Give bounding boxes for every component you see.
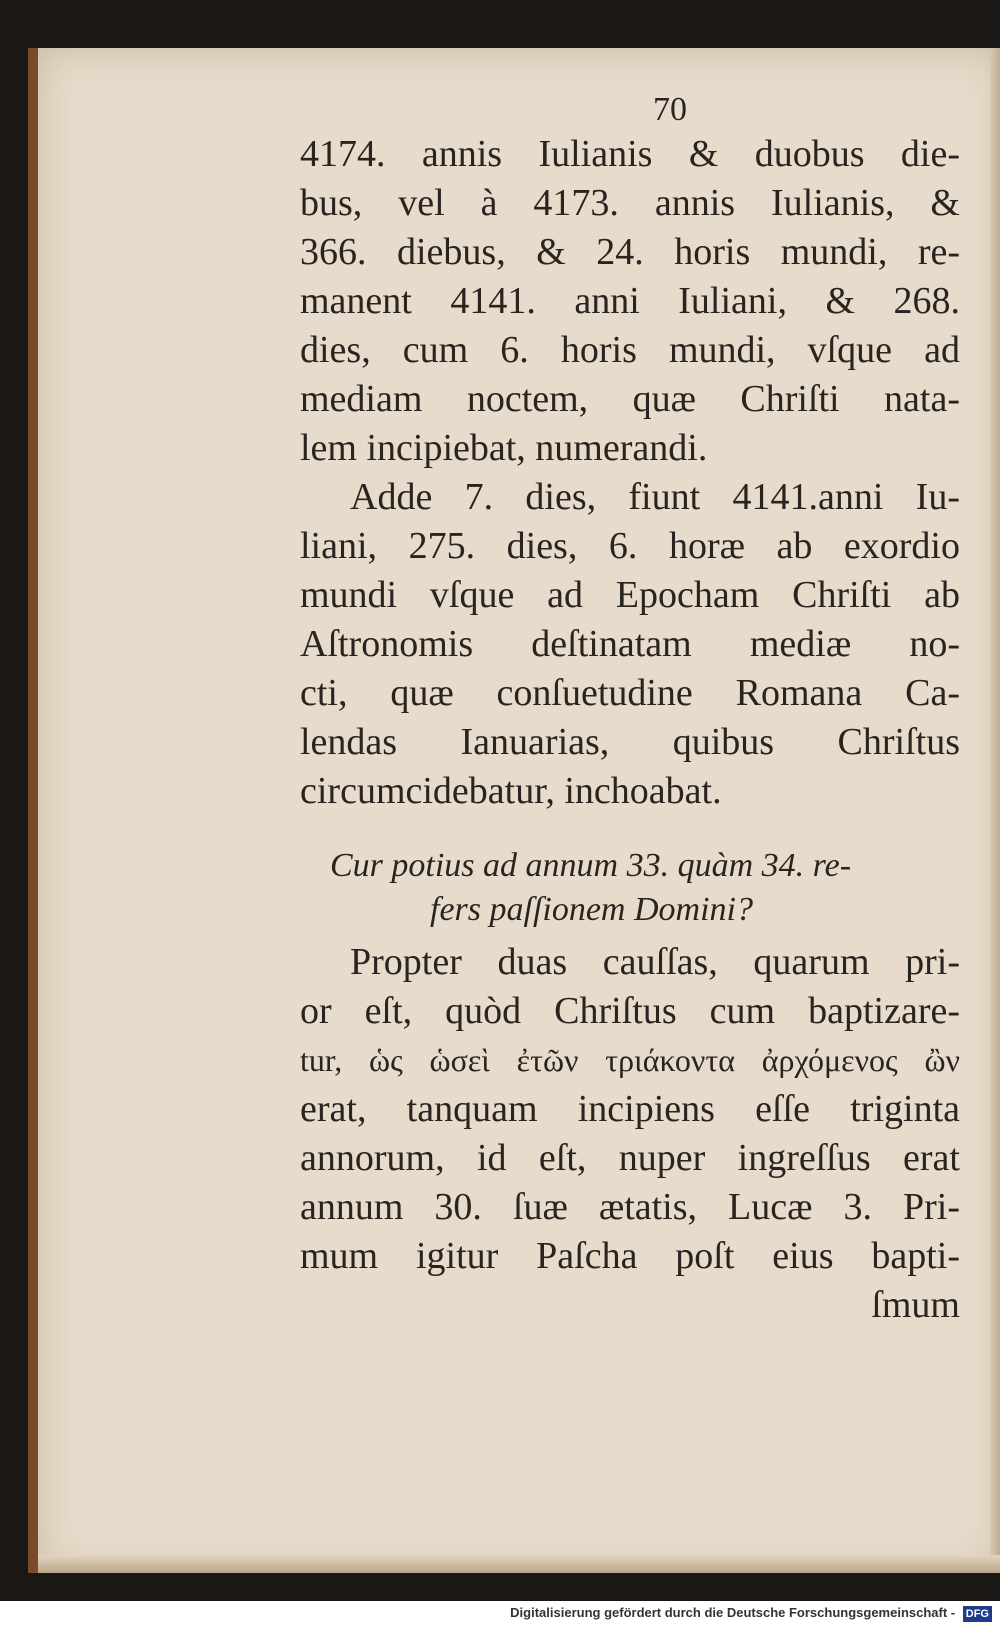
text-line: tur, ὡς ὡσεὶ ἐτῶν τριάκοντα ἀρχόμενος ὢν (300, 1042, 960, 1078)
catchword: ſmum (871, 1284, 960, 1326)
footer-text: Digitalisierung gefördert durch die Deutsche Forschungsgemeinschaft - (510, 1605, 956, 1620)
text-line: annorum, id eſt, nuper ingreſſus erat (300, 1137, 960, 1179)
text-line: mediam noctem, quæ Chriſti nata- (300, 378, 960, 420)
dfg-logo: DFG (963, 1606, 992, 1622)
paragraph-2 (300, 473, 960, 816)
text-line: 4174. annis Iulianis & duobus die- (300, 133, 960, 175)
text-line: bus, vel à 4173. annis Iulianis, & (300, 182, 960, 224)
section-heading (300, 844, 960, 932)
text-line: manent 4141. anni Iuliani, & 268. (300, 280, 960, 322)
heading-line: Cur potius ad annum 33. quàm 34. re- (330, 847, 852, 884)
text-line: 366. diebus, & 24. horis mundi, re- (300, 231, 960, 273)
paragraph-3 (300, 938, 960, 1330)
page-text (300, 90, 960, 1330)
text-line: Propter duas cauſſas, quarum pri- (350, 941, 960, 983)
page-edge (990, 48, 1000, 1573)
digitization-footer (0, 1601, 1000, 1625)
paragraph-1 (300, 130, 960, 473)
text-line: or eſt, quòd Chriſtus cum baptizare- (300, 990, 960, 1032)
text-line: mum igitur Paſcha poſt eius bapti- (300, 1235, 960, 1277)
text-line: Adde 7. dies, fiunt 4141.anni Iu- (350, 476, 960, 518)
text-line: lendas Ianuarias, quibus Chriſtus (300, 721, 960, 763)
page-bottom-edge (38, 1555, 1000, 1573)
text-line: cti, quæ conſuetudine Romana Ca- (300, 672, 960, 714)
text-line: mundi vſque ad Epocham Chriſti ab (300, 574, 960, 616)
heading-line: fers paſſionem Domini? (430, 891, 753, 928)
text-line: liani, 275. dies, 6. horæ ab exordio (300, 525, 960, 567)
text-line: Aſtronomis deſtinatam mediæ no- (300, 623, 960, 665)
text-line: dies, cum 6. horis mundi, vſque ad (300, 329, 960, 371)
text-line: annum 30. ſuæ ætatis, Lucæ 3. Pri- (300, 1186, 960, 1228)
page-number: 70 (653, 91, 687, 128)
book-page (28, 48, 1000, 1573)
text-line: circumcidebatur, inchoabat. (300, 770, 722, 812)
text-line: lem incipiebat, numerandi. (300, 427, 708, 469)
text-line: erat, tanquam incipiens eſſe triginta (300, 1088, 960, 1130)
